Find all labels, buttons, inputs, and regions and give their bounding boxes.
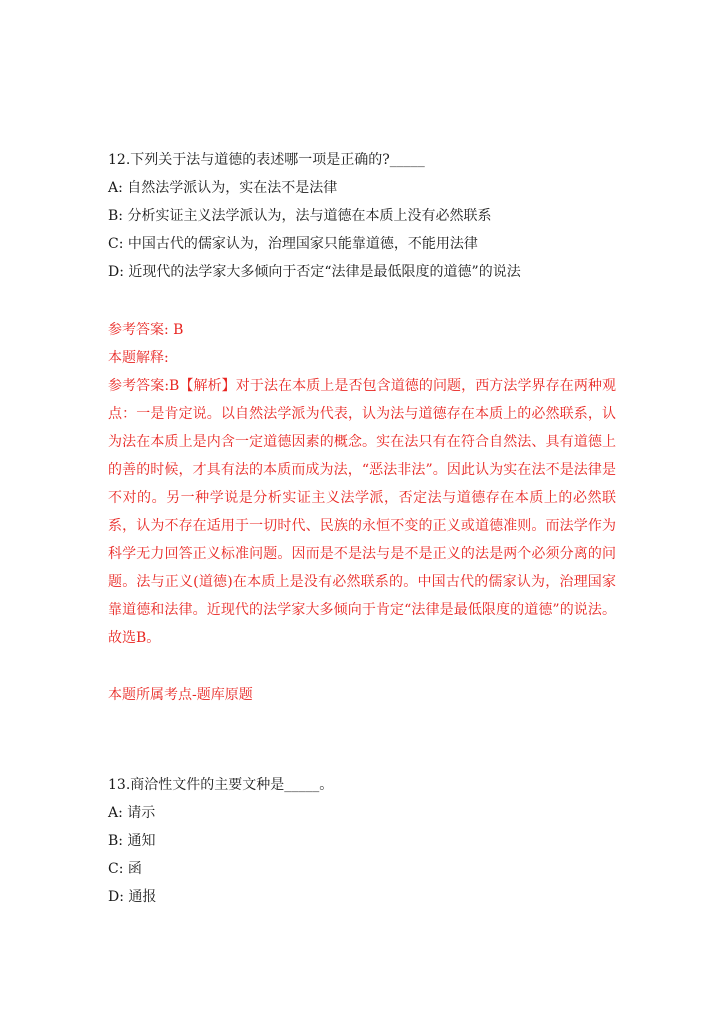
explanation-text: 参考答案:B【解析】对于法在本质上是否包含道德的问题，西方法学界存在两种观点：一是肯定说。以自然法学派为代表，认为法与道德存在本质上的必然联系，认为法在本质上是内含一定道德因素的概念。实在法只有在符合自然法、具有道德上的善的时候，才具有法的本质而成为法，“恶法非法”。因此认为实在法不是法律是不对的。另一种学说是分析实证主义法学派，否定法与道德存在本质上的必然联系，认为不存在适用于一切时代、民族的永恒不变的正义或道德准则。而法学作为科学无力回答正义标准问题。因而是不是法与是不是正义的法是两个必须分离的问题。法与正义(道德)在本质上是没有必然联系的。中国古代的儒家认为，治理国家靠道德和法律。近现代的法学家大多倾向于肯定“法律是最低限度的道德”的说法。故选B。	[108, 378, 616, 646]
option-a: A: 自然法学派认为，实在法不是法律	[108, 180, 338, 196]
option-a: A: 请示	[108, 805, 156, 821]
question-13	[108, 771, 618, 911]
option-d: D: 近现代的法学家大多倾向于否定“法律是最低限度的道德”的说法	[108, 264, 521, 280]
option-c: C: 中国古代的儒家认为，治理国家只能靠道德，不能用法律	[108, 236, 478, 252]
question-12	[108, 146, 618, 286]
option-b: B: 通知	[108, 833, 156, 849]
topic-note: 本题所属考点-题库原题	[108, 687, 253, 703]
explanation-label: 本题解释:	[108, 350, 169, 366]
question-stem: 13.商洽性文件的主要文种是_____。	[108, 777, 334, 793]
answer-section	[108, 316, 618, 652]
reference-answer: 参考答案: B	[108, 322, 184, 338]
option-b: B: 分析实证主义法学派认为，法与道德在本质上没有必然联系	[108, 208, 492, 224]
option-c: C: 函	[108, 861, 142, 877]
question-stem: 12.下列关于法与道德的表述哪一项是正确的?_____	[108, 152, 425, 168]
option-d: D: 通报	[108, 889, 157, 905]
